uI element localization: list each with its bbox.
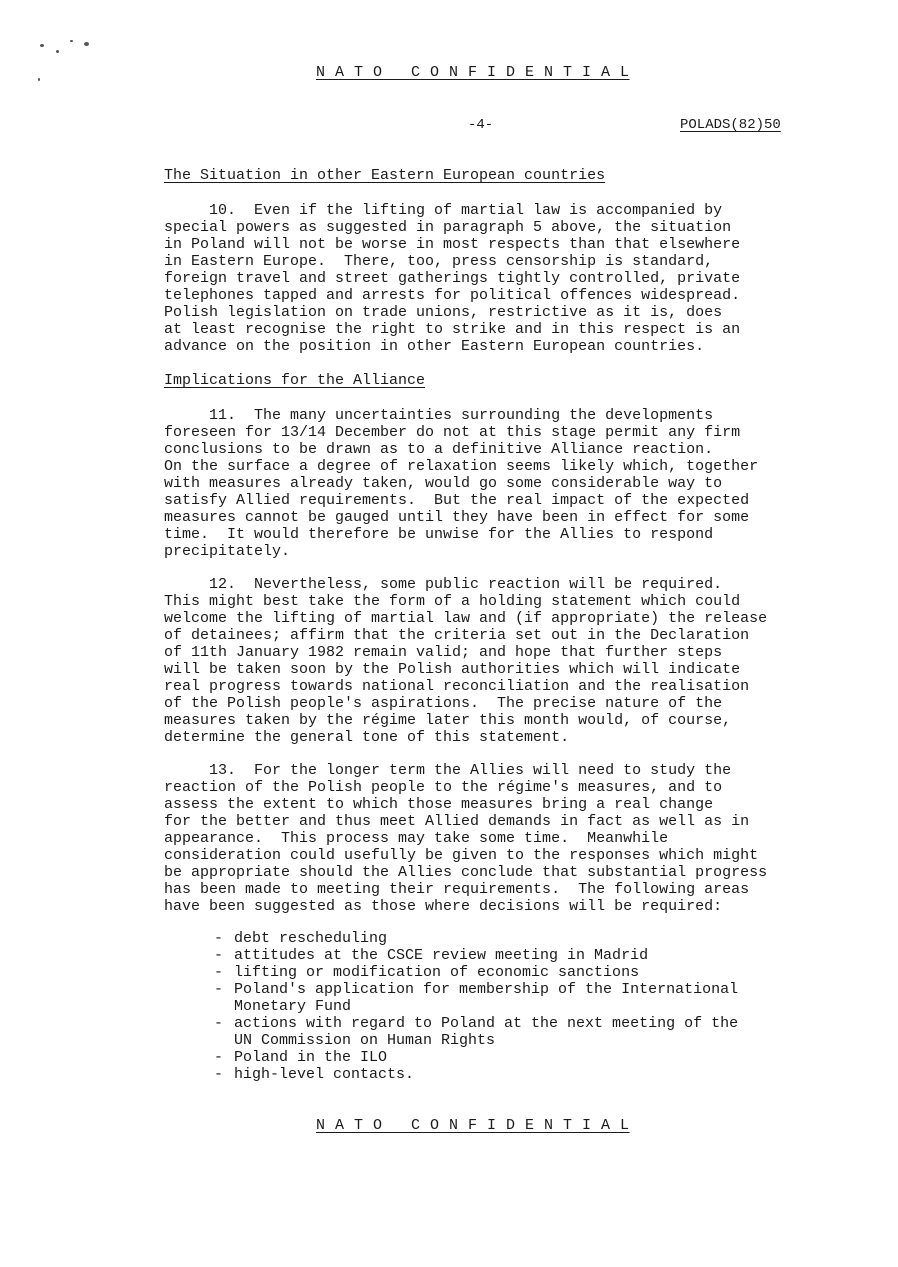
paragraph-line: have been suggested as those where decisions will be required: (164, 898, 723, 915)
list-item (214, 964, 854, 981)
bullet-dash: - (214, 930, 224, 947)
header-classification: N A T O C O N F I D E N T I A L (316, 64, 630, 81)
paragraph-line: foreseen for 13/14 December do not at this stage permit any firm (164, 424, 741, 441)
bullet-dash: - (214, 1015, 224, 1032)
paragraph-line: be appropriate should the Allies conclude that substantial progress (164, 864, 768, 881)
list-item-text (234, 1015, 738, 1049)
section-heading: The Situation in other Eastern European countries (164, 167, 606, 184)
paragraph-line: advance on the position in other Eastern European countries. (164, 338, 705, 355)
list-item-text: high-level contacts. (234, 1066, 415, 1083)
list-item-text: Poland in the ILO (234, 1049, 388, 1066)
paragraph-line: foreign travel and street gatherings tightly controlled, private (164, 270, 741, 287)
paragraph-line: time. It would therefore be unwise for the Allies to respond (164, 526, 714, 543)
paragraph-line: measures taken by the régime later this month would, of course, (164, 712, 732, 729)
paragraph-12 (164, 576, 854, 746)
paragraph-line: in Poland will not be worse in most respects than that elsewhere (164, 236, 741, 253)
footer-classification: N A T O C O N F I D E N T I A L (316, 1117, 630, 1134)
bullet-dash: - (214, 1066, 224, 1083)
paragraph-10 (164, 202, 854, 355)
paragraph-line: of 11th January 1982 remain valid; and hope that further steps (164, 644, 723, 661)
list-item-line: actions with regard to Poland at the next meeting of the (234, 1015, 739, 1032)
scan-speck (84, 42, 89, 46)
list-item (214, 1066, 854, 1083)
list-item (214, 981, 854, 1015)
scan-speck (70, 40, 73, 42)
paragraph-line: appearance. This process may take some time. Meanwhile (164, 830, 669, 847)
paragraph-line: consideration could usefully be given to the responses which might (164, 847, 759, 864)
scan-speck (56, 50, 59, 53)
paragraph-line: On the surface a degree of relaxation seems likely which, together (164, 458, 759, 475)
paragraph-line: has been made to meeting their requirements. The following areas (164, 881, 750, 898)
paragraph-11 (164, 407, 854, 560)
paragraph-line: satisfy Allied requirements. But the real impact of the expected (164, 492, 750, 509)
section-heading: Implications for the Alliance (164, 372, 426, 389)
scan-speck (40, 44, 44, 47)
paragraph-line: 12. Nevertheless, some public reaction will be required. (164, 576, 723, 593)
paragraph-line: determine the general tone of this statement. (164, 729, 570, 746)
scan-speck (38, 78, 40, 81)
list-item-line: UN Commission on Human Rights (234, 1032, 496, 1049)
decision-areas-list (214, 930, 854, 1083)
paragraph-line: of the Polish people's aspirations. The precise nature of the (164, 695, 723, 712)
document-reference: POLADS(82)50 (680, 117, 781, 133)
list-item (214, 1015, 854, 1049)
paragraph-line: precipitately. (164, 543, 291, 560)
bullet-dash: - (214, 947, 224, 964)
list-item-line: Poland's application for membership of the International (234, 981, 739, 998)
paragraph-13 (164, 762, 854, 915)
paragraph-line: welcome the lifting of martial law and (if appropriate) the release (164, 610, 768, 627)
paragraph-line: at least recognise the right to strike and in this respect is an (164, 321, 741, 338)
list-item-text: attitudes at the CSCE review meeting in Madrid (234, 947, 649, 964)
paragraph-line: 11. The many uncertainties surrounding the developments (164, 407, 714, 424)
paragraph-line: telephones tapped and arrests for political offences widespread. (164, 287, 741, 304)
paragraph-line: with measures already taken, would go some considerable way to (164, 475, 723, 492)
paragraph-line: real progress towards national reconciliation and the realisation (164, 678, 750, 695)
paragraph-line: of detainees; affirm that the criteria set out in the Declaration (164, 627, 750, 644)
list-item (214, 930, 854, 947)
list-item (214, 1049, 854, 1066)
paragraph-line: for the better and thus meet Allied demands in fact as well as in (164, 813, 750, 830)
paragraph-line: Polish legislation on trade unions, restrictive as it is, does (164, 304, 723, 321)
list-item-text: lifting or modification of economic sanctions (234, 964, 640, 981)
bullet-dash: - (214, 1049, 224, 1066)
paragraph-line: conclusions to be drawn as to a definitive Alliance reaction. (164, 441, 714, 458)
list-item-text: debt rescheduling (234, 930, 388, 947)
paragraph-line: reaction of the Polish people to the régime's measures, and to (164, 779, 723, 796)
paragraph-line: 13. For the longer term the Allies will need to study the (164, 762, 732, 779)
list-item-text (234, 981, 738, 1015)
paragraph-line: 10. Even if the lifting of martial law is accompanied by (164, 202, 723, 219)
list-item (214, 947, 854, 964)
paragraph-line: assess the extent to which those measures bring a real change (164, 796, 714, 813)
paragraph-line: special powers as suggested in paragraph 5 above, the situation (164, 219, 732, 236)
page-number: -4- (468, 117, 494, 133)
bullet-dash: - (214, 964, 224, 981)
paragraph-line: will be taken soon by the Polish authorities which will indicate (164, 661, 741, 678)
paragraph-line: measures cannot be gauged until they have been in effect for some (164, 509, 750, 526)
paragraph-line: in Eastern Europe. There, too, press censorship is standard, (164, 253, 714, 270)
list-item-line: Monetary Fund (234, 998, 352, 1015)
bullet-dash: - (214, 981, 224, 998)
paragraph-line: This might best take the form of a holding statement which could (164, 593, 741, 610)
